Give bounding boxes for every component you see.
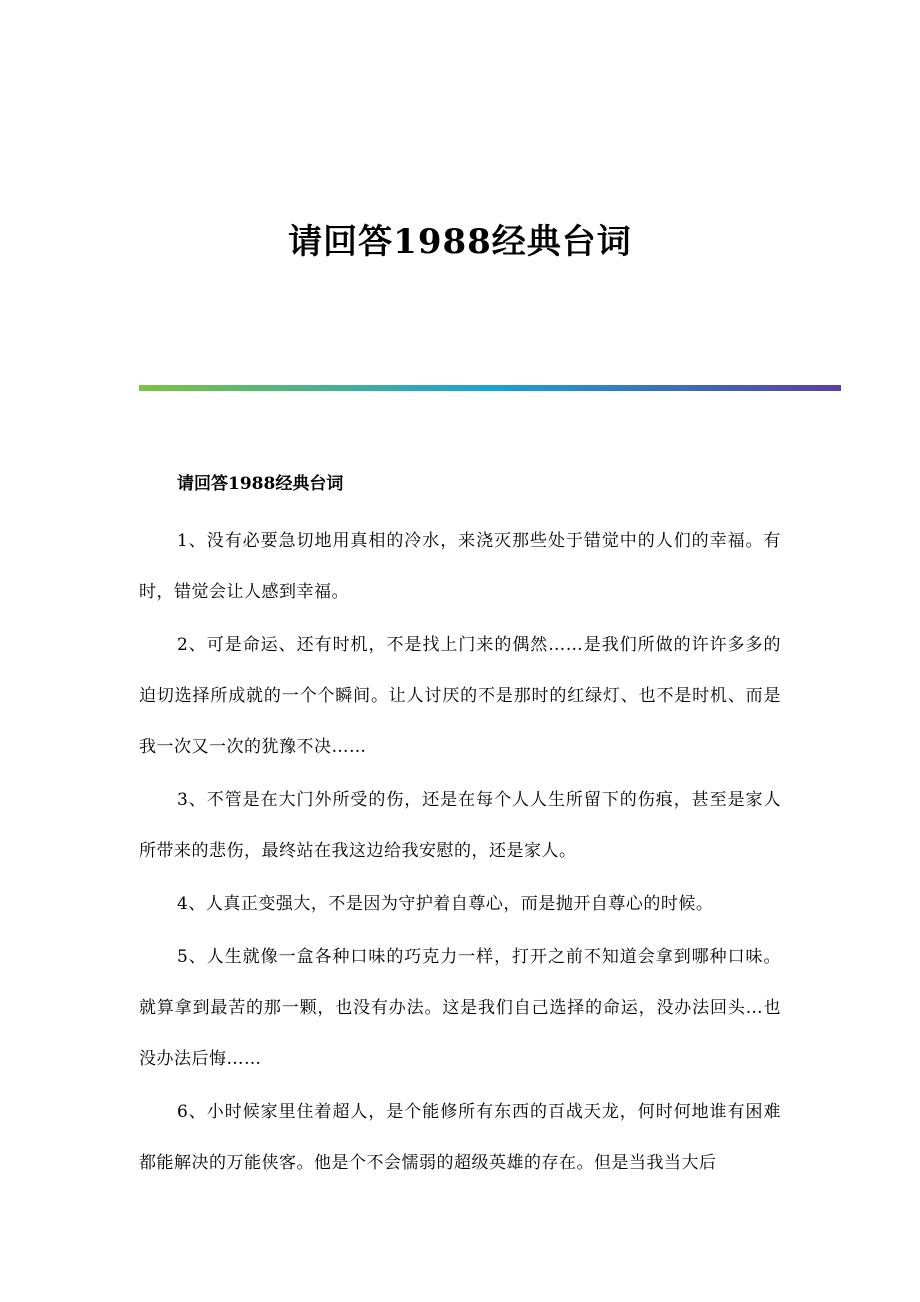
cover-title: 请回答1988经典台词: [288, 222, 632, 262]
document-body: [139, 464, 781, 1191]
paragraph-3: 3、不管是在大门外所受的伤，还是在每个人人生所留下的伤痕，甚至是家人所带来的悲伤，最终站在我这边给我安慰的，还是家人。: [139, 790, 781, 861]
paragraph-5: 5、人生就像一盒各种口味的巧克力一样，打开之前不知道会拿到哪种口味。就算拿到最苦的那一颗，也没有办法。这是我们自己选择的命运，没办法回头…也没办法后悔……: [139, 947, 781, 1069]
section-heading: 请回答1988经典台词: [177, 474, 344, 494]
paragraph-4: 4、人真正变强大，不是因为守护着自尊心，而是抛开自尊心的时候。: [177, 894, 714, 914]
gradient-divider: [139, 385, 841, 391]
paragraph-6: 6、小时候家里住着超人，是个能修所有东西的百战天龙，何时何地谁有困难都能解决的万能侠客。他是个不会懦弱的超级英雄的存在。但是当我当大后: [139, 1102, 781, 1173]
paragraph-2: 2、可是命运、还有时机，不是找上门来的偶然……是我们所做的许许多多的迫切选择所成就的一个个瞬间。让人讨厌的不是那时的红绿灯、也不是时机、而是我一次又一次的犹豫不决……: [139, 635, 781, 757]
paragraph-1: 1、没有必要急切地用真相的冷水，来浇灭那些处于错觉中的人们的幸福。有时，错觉会让人感到幸福。: [139, 531, 781, 602]
